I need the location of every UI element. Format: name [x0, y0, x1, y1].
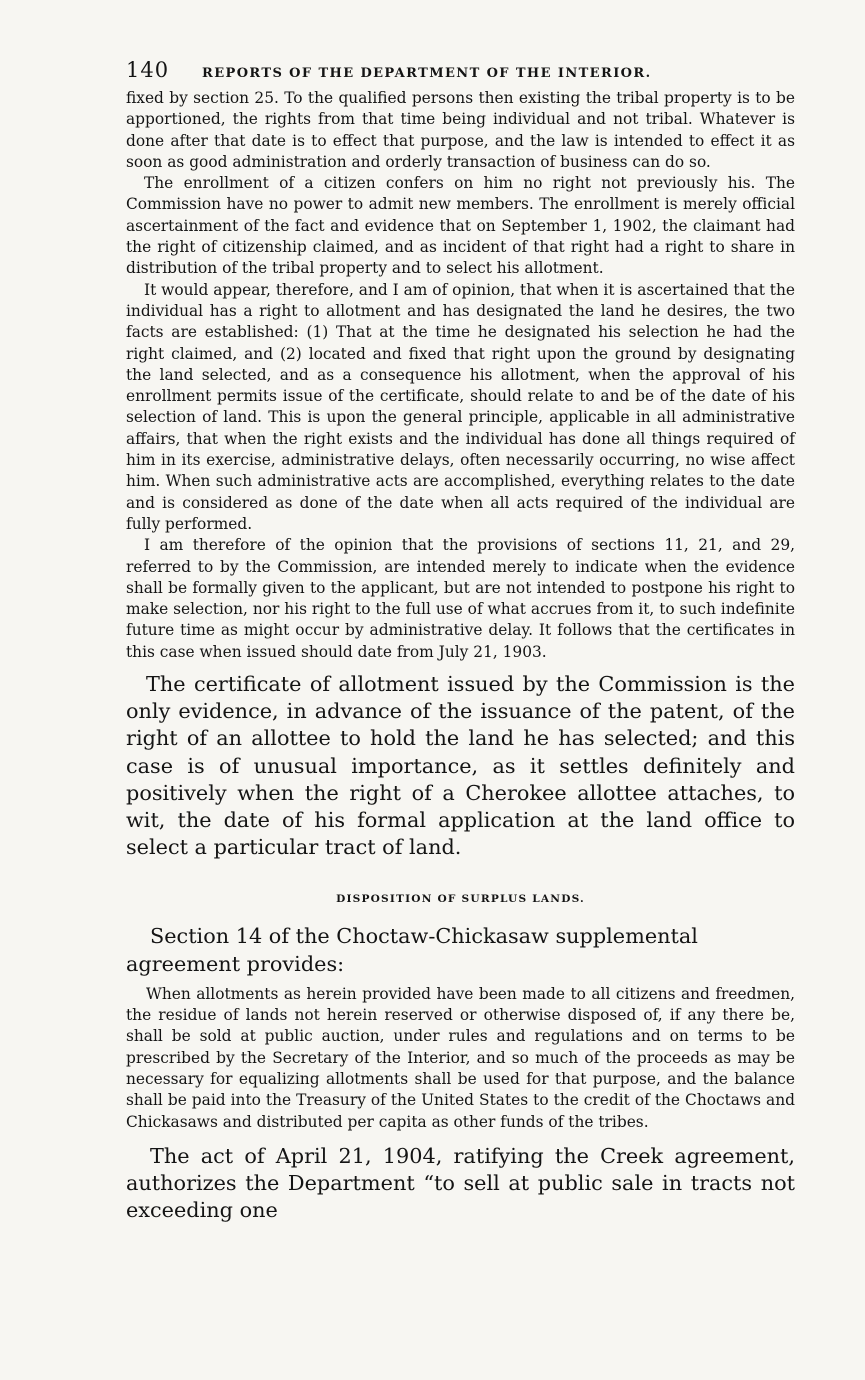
statute-paragraph: When allotments as herein provided have been made to all citizens and freedmen, the residue of lands not herein reserved or otherwise disposed of, if any there be, shall be sold at public auction, under rules and regulations and on terms to be prescribed by the Secretary of the Interior, and so much of the proceeds as may be necessary for equalizing allotments shall be used for that purpose, and the balance shall be paid into the Treasury of the United States to the credit of the Choctaws and Chickasaws and distributed per capita as other funds of the tribes.	[126, 984, 795, 1131]
certificate-paragraph: The certificate of allotment issued by the Commission is the only evidence, in advance of the issuance of the patent, of the right of an allottee to hold the land he has selected; and this case is of unusual importance, as it settles definitely and positively when the right of a Cherokee allottee attaches, to wit, the date of his formal application at the land office to select a particular tract of land.	[126, 672, 795, 860]
opinion-paragraph: It would appear, therefore, and I am of opinion, that when it is ascertained that the individual has a right to allotment and has designated the land he desires, the two facts are established: (1) That at the time he designated his selection he had the right claimed, and (2) located and fixed that right upon the ground by designating the land selected, and as a consequence his allotment, when the approval of his enrollment permits issue of the certificate, should relate to and be of the date of his selection of land. This is upon the general principle, applicable in all administrative affairs, that when the right exists and the individual has done all things required of him in its exercise, administrative delays, often necessarily occurring, no wise affect him. When such administrative acts are accomplished, everything relates to the date and is considered as done of the date when all acts required of the individual are fully performed.	[126, 280, 795, 533]
section-heading: DISPOSITION OF SURPLUS LANDS.	[336, 893, 585, 906]
opinion-excerpt	[126, 88, 795, 663]
running-head: REPORTS OF THE DEPARTMENT OF THE INTERIOR.	[202, 66, 652, 81]
opinion-paragraph: I am therefore of the opinion that the provisions of sections 11, 21, and 29, referred to by the Commission, are intended merely to indicate when the evidence shall be formally given to the applicant, but are not intended to postpone his right to make selection, nor his right to the full use of what accrues from it, to such indefinite future time as might occur by administrative delay. It follows that the certificates in this case when issued should date from July 21, 1903.	[126, 536, 795, 661]
statute-quote	[126, 984, 795, 1133]
section-intro: Section 14 of the Choctaw-Chickasaw supplemental agreement provides:	[126, 924, 698, 976]
opinion-paragraph: The enrollment of a citizen confers on him no right not previously his. The Commission have no power to admit new members. The enrollment is merely official ascertainment of the fact and evidence that on September 1, 1902, the claimant had the right of citizenship claimed, and as incident of that right had a right to share in distribution of the tribal property and to select his allotment.	[126, 174, 795, 278]
page-header	[126, 58, 795, 82]
closing-paragraph: The act of April 21, 1904, ratifying the Creek agreement, authorizes the Department “to sell at public sale in tracts not exceeding one	[126, 1143, 795, 1223]
opinion-paragraph: fixed by section 25. To the qualified persons then existing the tribal property is to be apportioned, the rights from that time being individual and not tribal. Whatever is done after that date is to effect that purpose, and the law is intended to effect it as soon as good administration and orderly transaction of business can do so.	[126, 89, 795, 171]
page-number: 140	[126, 58, 170, 82]
